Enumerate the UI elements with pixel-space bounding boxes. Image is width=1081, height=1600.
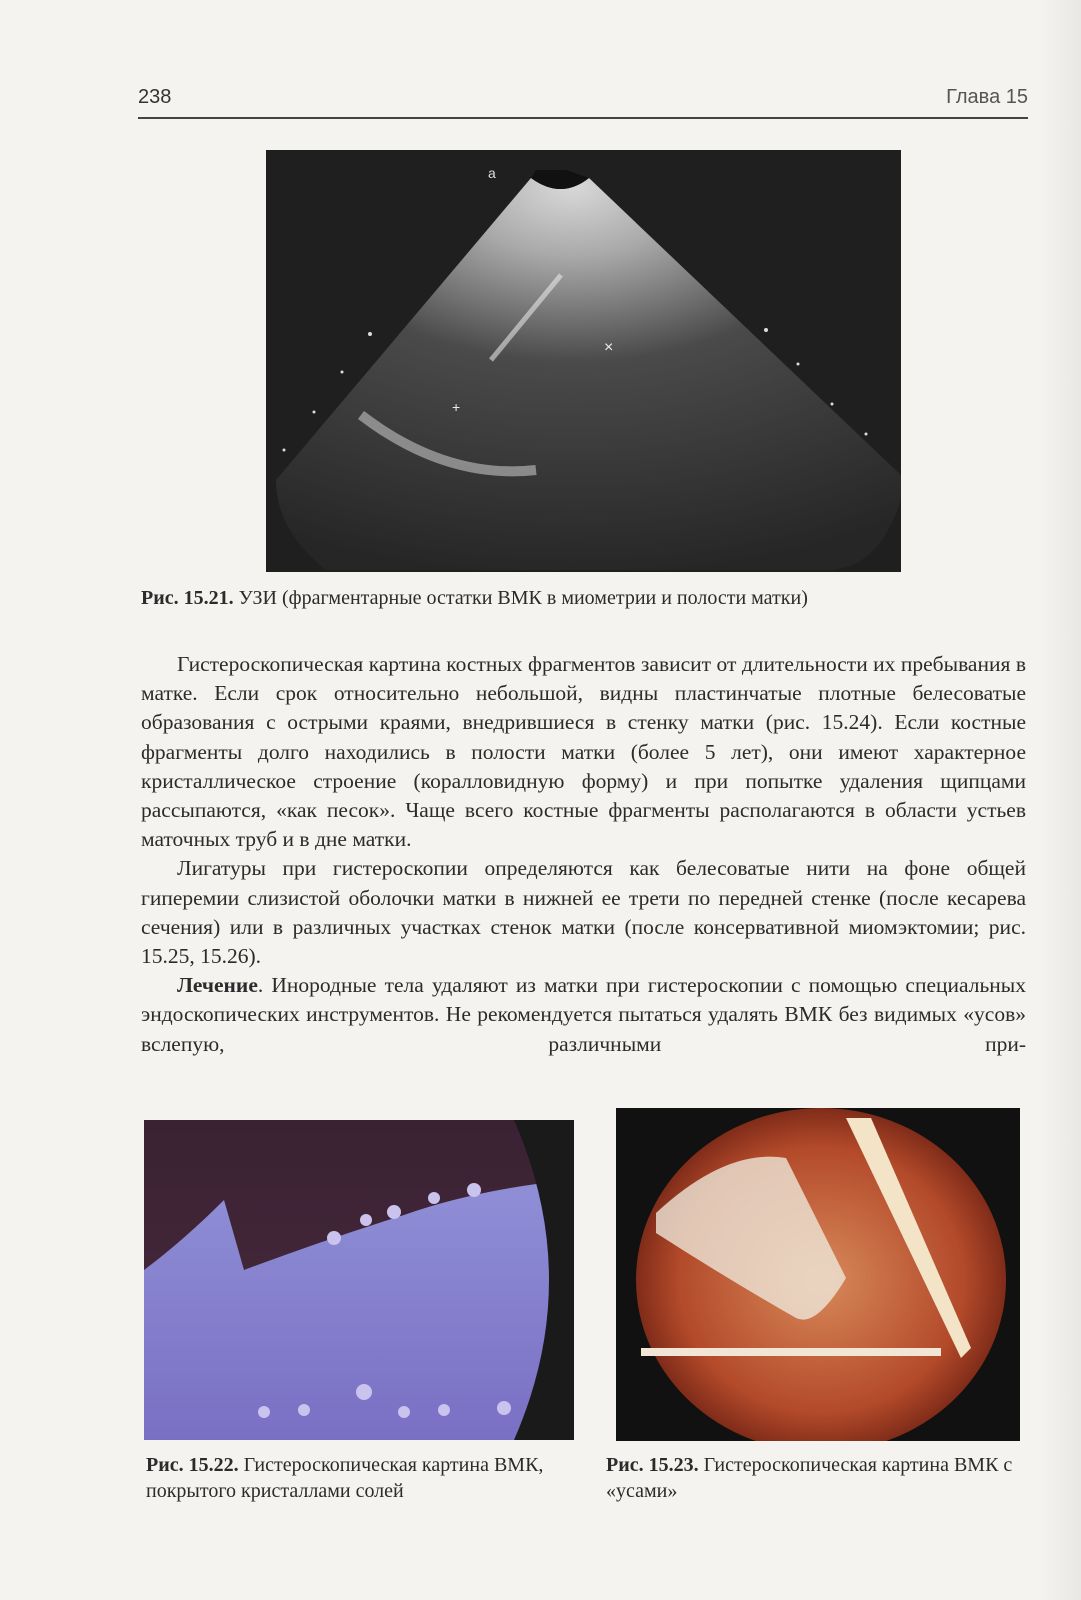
figure-label: Рис. 15.21.: [141, 587, 234, 609]
ultrasound-svg: [266, 150, 901, 572]
iud-thread-horizontal: [641, 1348, 941, 1356]
figure-15-22-caption: [146, 1452, 586, 1504]
caliper-plus-marker: +: [452, 399, 461, 415]
chapter-title: Глава 15: [946, 86, 1028, 108]
figure-15-22-hysteroscopy-image: [144, 1120, 574, 1440]
hysteroscopy-blue-svg: [144, 1120, 574, 1440]
paragraph-text: . Инородные тела удаляют из матки при гистероскопии с помощью специальных эндоскопических инструментов. Не рекомендуется пытаться удалять ВМК без видимых «усов» вслепую, различными при-: [141, 973, 1026, 1056]
paragraph-text: Гистероскопическая картина костных фрагментов зависит от длительности их пребывания в матке. Если срок относительно небольшой, видны пластинчатые плотные белесоватые образования с острыми краями, внедрившиеся в стенку матки (рис. 15.24). Если костные фрагменты долго находились в полости матки (более 5 лет), они имеют характерное кристаллическое строение (коралловидную форму) и при попытке удаления щипцами рассыпаются, «как песок». Чаще всего костные фрагменты располагаются в области устьев маточных труб и в дне матки.: [141, 652, 1026, 852]
figure-15-21-ultrasound-image: [266, 150, 901, 572]
ultrasound-marker-text: a: [488, 165, 496, 181]
page-edge-shadow: [1041, 0, 1081, 1600]
header-rule: [138, 117, 1028, 119]
hysteroscopy-red-svg: [616, 1108, 1020, 1441]
paragraph-bold-lead: Лечение: [177, 973, 258, 998]
figure-15-23-caption: [606, 1452, 1036, 1504]
body-text: [141, 650, 1026, 1059]
figure-15-21-caption: [141, 585, 1021, 611]
paragraph: [141, 854, 1026, 971]
figure-label: Рис. 15.23.: [606, 1454, 699, 1476]
figure-caption-text: УЗИ (фрагментарные остатки ВМК в миометрии и полости матки): [233, 587, 808, 609]
figure-caption-text: Гистероскопическая картина ВМК с «усами»: [606, 1454, 1013, 1502]
page-number: 238: [138, 86, 172, 108]
figure-label: Рис. 15.22.: [146, 1454, 239, 1476]
paragraph: [141, 650, 1026, 854]
running-header: [138, 86, 1028, 116]
paragraph-text: Лигатуры при гистероскопии определяются как белесоватые нити на фоне общей гиперемии слизистой оболочки матки в нижней ее трети по передней стенке (после кесарева сечения) или в различных участках стенок матки (после консервативной миомэктомии; рис. 15.25, 15.26).: [141, 856, 1026, 969]
figure-15-23-hysteroscopy-image: [616, 1108, 1020, 1441]
figure-caption-text: Гистероскопическая картина ВМК, покрытого кристаллами солей: [146, 1454, 544, 1502]
paragraph: [141, 971, 1026, 1059]
caliper-x-marker: ×: [604, 339, 614, 356]
